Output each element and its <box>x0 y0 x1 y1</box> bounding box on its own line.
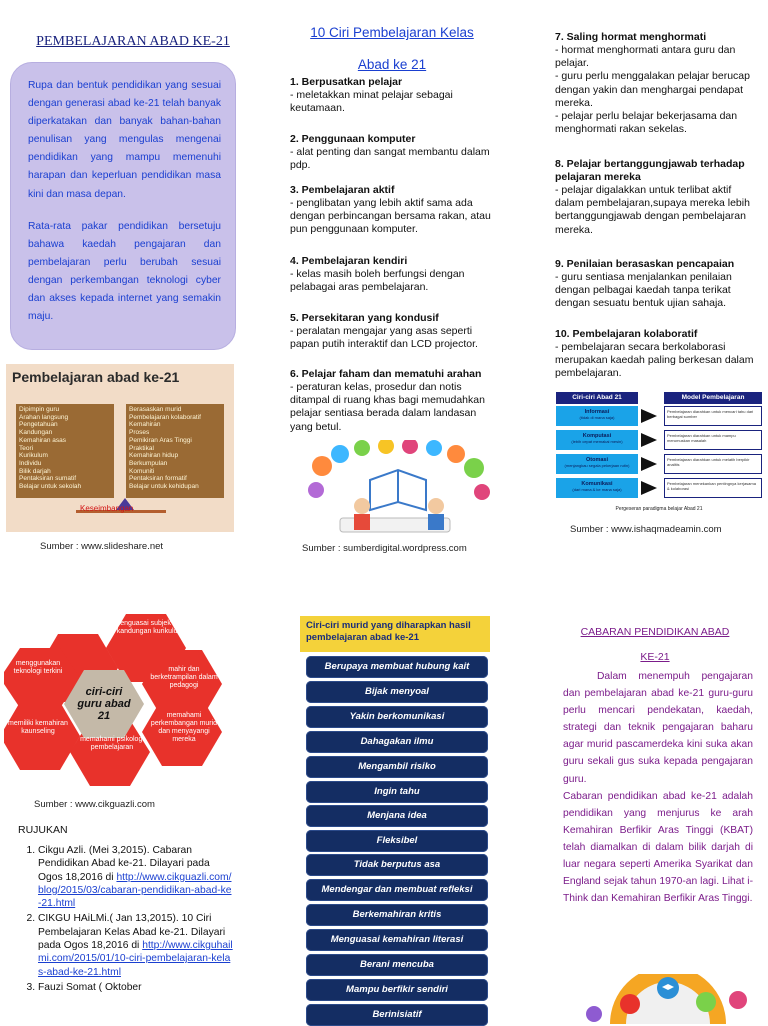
section-title-cabaran <box>570 620 740 670</box>
section-title-pembelajaran: PEMBELAJARAN ABAD KE-21 <box>36 34 230 49</box>
slide-left-item: Kurikulum <box>19 452 48 460</box>
arrow-right-icon <box>641 481 657 495</box>
slide-right-item: Pembelajaran kolaboratif <box>129 413 201 421</box>
title-line: KE-21 <box>640 651 670 663</box>
reference-item <box>38 844 233 910</box>
reference-item <box>38 981 233 994</box>
slide-title: Pembelajaran abad ke-21 <box>12 369 180 385</box>
slide-left-item: Belajar untuk sekolah <box>19 483 82 491</box>
slide-right-item: Berkumpulan <box>129 459 168 467</box>
paradigm-left-label: Komputasi <box>582 433 612 439</box>
ciri-text: - pembelajaran secara berkolaborasi merupakan kaedah paling berkesan dalam pembelajaran. <box>555 341 754 380</box>
hex-item: memahami psikologi pembelajaran <box>80 736 144 751</box>
hex-item: mahir dan berketrampilan dalam pedagogi <box>150 666 218 689</box>
reference-item <box>38 912 233 978</box>
paradigm-left-cell <box>556 406 638 426</box>
slide-right-item: Berasaskan murid <box>129 406 182 413</box>
slide-left-item: Kandungan <box>19 429 53 437</box>
slide-right-item: Kemahiran hidup <box>129 452 179 460</box>
slide-left-item: Dipimpin guru <box>19 406 60 413</box>
slide-right-item: Kemahiran <box>129 421 161 429</box>
slide-left-item: Kemahiran asas <box>19 436 66 444</box>
trait-pill: Mampu berfikir sendiri <box>306 979 488 1001</box>
reference-text: Fauzi Somat ( Oktober <box>38 981 142 993</box>
slide-right-item: Belajar untuk kehidupan <box>129 483 199 491</box>
trait-pill: Berani mencuba <box>306 954 488 976</box>
ciri-text: - kelas masih boleh berfungsi dengan pelabagai aras pembelajaran. <box>290 268 465 294</box>
murid-traits-header: Ciri-ciri murid yang diharapkan hasil pembelajaran abad ke-21 <box>300 616 490 652</box>
balance-label: Keseimbangan <box>80 504 134 513</box>
section-title-10-ciri <box>292 17 492 81</box>
hex-item: menggunakan teknologi terkini <box>13 660 63 675</box>
ciri-item-9 <box>555 258 765 311</box>
cabaran-paragraph-1: Dalam menempuh pengajaran dan pembelajaran abad ke-21 guru-guru perlu mencari pendekatan, kaedah, strategi dan teknik pengajaran baharu agar murid pascamerdeka kini suka akan guru sekali gus suka kepada pengajaran guru. <box>563 671 753 785</box>
ciri-text: - peraturan kelas, prosedur dan notis ditampal di ruang khas bagi memudahkan pelajar sentiasa berada dalam landasan yang betul. <box>290 381 485 433</box>
source-ishaqmadeamin: Sumber : www.ishaqmadeamin.com <box>570 524 722 535</box>
paradigm-left-sub: (lebih cepat memakai mesin) <box>571 439 623 444</box>
ciri-heading: 10. Pembelajaran kolaboratif <box>555 328 698 340</box>
paradigm-right-cell: Pembelajaran diarahkan untuk mencari tahu dari berbagai sumber <box>664 406 762 426</box>
ciri-heading: 3. Pembelajaran aktif <box>290 184 395 196</box>
education-icons-illustration <box>570 974 766 1024</box>
slide-right-item: Pentaksiran formatif <box>129 475 187 483</box>
reference-text: CIKGU HAiLMi.( Jan 13,2015). 10 Ciri Pembelajaran Kelas Abad ke-21. Dilayari pada Ogos 18,2016 di <box>38 913 226 952</box>
slide-left-item: Bilik darjah <box>19 467 51 475</box>
slide-left-item: Teori <box>19 444 34 452</box>
trait-pill: Yakin berkomunikasi <box>306 706 488 728</box>
slide-right-item: Proses <box>129 429 150 437</box>
ciri-item-7 <box>555 31 755 136</box>
slide-image-pembelajaran <box>6 364 234 532</box>
trait-pill: Mendengar dan membuat refleksi <box>306 879 488 901</box>
paradigm-left-sub: (menjangkau segala pekerjaan rutin) <box>564 463 630 468</box>
slide-right-item: Praktikal <box>129 444 154 452</box>
guru-hexagon-diagram <box>4 612 234 788</box>
paradigm-left-label: Komunikasi <box>581 481 613 487</box>
slide-comparison <box>14 404 226 500</box>
reference-link[interactable]: http://www.cikguazli.com/blog/2015/03/cabaran-pendidikan-abad-ke-21.html <box>38 871 232 910</box>
arrow-right-icon <box>641 433 657 447</box>
title-line: CABARAN PENDIDIKAN ABAD <box>580 626 730 638</box>
trait-pill: Berinisiatif <box>306 1004 488 1026</box>
ciri-text: - hormat menghormati antara guru dan pelajar. - guru perlu menggalakan pelajar berucap dengan yakin dan menghargai pendapat mereka. - pelajar perlu belajar bekerjasama dan menghormati rakan sekelas. <box>555 44 750 136</box>
slide-left-item: Pengetahuan <box>19 421 58 429</box>
paradigm-left-label: Otomasi <box>585 457 608 463</box>
ciri-item-10 <box>555 328 755 381</box>
source-slideshare: Sumber : www.slideshare.net <box>40 541 164 552</box>
paradigm-right-cell: Pembelajaran diarahkan untuk melatih berpikir analitis <box>664 454 762 474</box>
ciri-text: - pelajar digalakkan untuk terlibat aktif dalam pembelajaran,supaya mereka lebih bertanggungjawab dengan pembelajaran mereka. <box>555 184 750 236</box>
ciri-item-2 <box>290 133 500 172</box>
ciri-text: - meletakkan minat pelajar sebagai keutamaan. <box>290 89 453 115</box>
paradigm-table <box>556 392 762 516</box>
ciri-text: - peralatan mengajar yang asas seperti papan putih interaktif dan LCD projector. <box>290 325 478 351</box>
ciri-text: - penglibatan yang lebih aktif sama ada dengan perbincangan bersama rakan, atau pun penggunaan komputer. <box>290 197 491 236</box>
ciri-heading: 4. Pembelajaran kendiri <box>290 255 408 267</box>
slide-left-item: Arahan langsung <box>19 413 69 421</box>
references-list <box>18 844 233 994</box>
ciri-item-8 <box>555 158 755 237</box>
trait-pill: Dahagakan ilmu <box>306 731 488 753</box>
ciri-heading: 5. Persekitaran yang kondusif <box>290 312 439 324</box>
ciri-item-6 <box>290 368 500 434</box>
paradigm-head-right: Model Pembelajaran <box>664 392 762 404</box>
reference-text: Cikgu Azli. (Mei 3,2015). Cabaran Pendidikan Abad ke-21. Dilayari pada Ogos 18,2016 di <box>38 845 210 883</box>
ciri-heading: 9. Penilaian berasaskan pencapaian <box>555 258 735 270</box>
trait-pill: Berupaya membuat hubung kait <box>306 656 488 678</box>
arrow-right-icon <box>641 457 657 471</box>
hex-item: memahami perkembangan murid dan menyayangi mereka <box>150 712 218 743</box>
trait-pill: Bijak menyoal <box>306 681 488 703</box>
paradigm-left-cell <box>556 430 638 450</box>
ciri-heading: 6. Pelajar faham dan mematuhi arahan <box>290 368 482 380</box>
ciri-heading: 7. Saling hormat menghormati <box>555 31 707 43</box>
trait-pill: Fleksibel <box>306 830 488 852</box>
trait-pill: Mengambil risiko <box>306 756 488 778</box>
slide-left-item: Pentaksiran sumatif <box>19 475 77 483</box>
slide-left-column <box>16 404 114 498</box>
paradigm-right-cell: Pembelajaran menekankan pentingnya kerjasama & kolaborasi <box>664 478 762 498</box>
cabaran-paragraph-2: Cabaran pendidikan abad ke-21 adalah pendidikan yang menjurus ke arah Kemahiran Berfikir Aras Tinggi (KBAT) telah diamalkan di dalam bilik darjah di luar negara seperti Amerika Syarikat dan England sejak tahun 1970-an lagi. Lihat i-Think dan Kemahiran Berfikir Aras Tinggi. <box>563 790 753 905</box>
ciri-text: - guru sentiasa menjalankan penilaian dengan pelbagai kaedah tanpa terikat dengan sesuatu bentuk ujian sahaja. <box>555 271 732 310</box>
title-line: Abad ke 21 <box>357 57 427 72</box>
paradigm-caption: Pergeseran paradigma belajar Abad 21 <box>615 506 703 512</box>
hex-item: menguasai subjek iaitu kandungan kurikulum <box>114 620 186 635</box>
paradigm-left-sub: (tidak di mana saja) <box>579 415 615 420</box>
title-line: 10 Ciri Pembelajaran Kelas <box>310 25 474 40</box>
paradigm-head-left: Ciri-ciri Abad 21 <box>556 392 638 404</box>
ciri-heading: 8. Pelajar bertanggungjawab terhadap pelajaran mereka <box>555 158 745 183</box>
arrow-right-icon <box>641 409 657 423</box>
paradigm-left-cell <box>556 478 638 498</box>
ciri-heading: 2. Penggunaan komputer <box>290 133 416 145</box>
cabaran-text <box>563 668 753 907</box>
ciri-item-5 <box>290 312 500 351</box>
trait-pill: Tidak berputus asa <box>306 854 488 876</box>
hex-center-label: ciri-ciri guru abad 21 <box>77 686 131 722</box>
slide-right-item: Komuniti <box>129 467 155 475</box>
references-title: RUJUKAN <box>18 824 68 836</box>
slide-right-column <box>126 404 224 498</box>
ciri-item-3 <box>290 184 500 237</box>
intro-paragraph-2: Rata-rata pakar pendidikan bersetuju bahawa kaedah pengajaran dan pembelajaran perlu berubah sesuai dengan perkembangan teknologi cyber dan akses kepada internet yang semakin maju. <box>28 220 221 323</box>
intro-box <box>10 62 236 350</box>
references-section <box>18 824 233 996</box>
ciri-text: - alat penting dan sangat membantu dalam pdp. <box>290 146 490 172</box>
kids-learning-illustration <box>300 440 496 540</box>
trait-pill: Menjana idea <box>306 805 488 827</box>
trait-pill: Menguasai kemahiran literasi <box>306 929 488 951</box>
ciri-item-1 <box>290 76 500 115</box>
slide-left-item: Individu <box>19 459 42 467</box>
slide-right-item: Pemikiran Aras Tinggi <box>129 436 192 444</box>
source-cikguazli: Sumber : www.cikguazli.com <box>34 799 155 810</box>
hex-item: memiliki kemahiran kaunseling <box>8 720 68 735</box>
ciri-item-4 <box>290 255 500 294</box>
trait-pill: Berkemahiran kritis <box>306 904 488 926</box>
reference-link[interactable]: http://www.cikguhailmi.com/2015/01/10-ciri-pembelajaran-kelas-abad-ke-21.html <box>38 940 233 978</box>
paradigm-left-cell <box>556 454 638 474</box>
intro-paragraph-1: Rupa dan bentuk pendidikan yang sesuai dengan generasi abad ke-21 telah banyak diperkatakan dan banyak bahan-bahan penulisan yang mengulas mengenai pendidikan yang mampu memenuhi harapan dan keperluan pendidikan masa kini dan masa depan. <box>28 80 221 200</box>
source-sumberdigital: Sumber : sumberdigital.wordpress.com <box>302 543 467 554</box>
ciri-heading: 1. Berpusatkan pelajar <box>290 76 403 88</box>
paradigm-left-sub: (dari mana & ke mana saja) <box>572 487 622 492</box>
paradigm-right-cell: Pembelajaran diarahkan untuk mampu merumuskan masalah <box>664 430 762 450</box>
trait-pill: Ingin tahu <box>306 781 488 803</box>
paradigm-left-label: Informasi <box>584 409 610 415</box>
